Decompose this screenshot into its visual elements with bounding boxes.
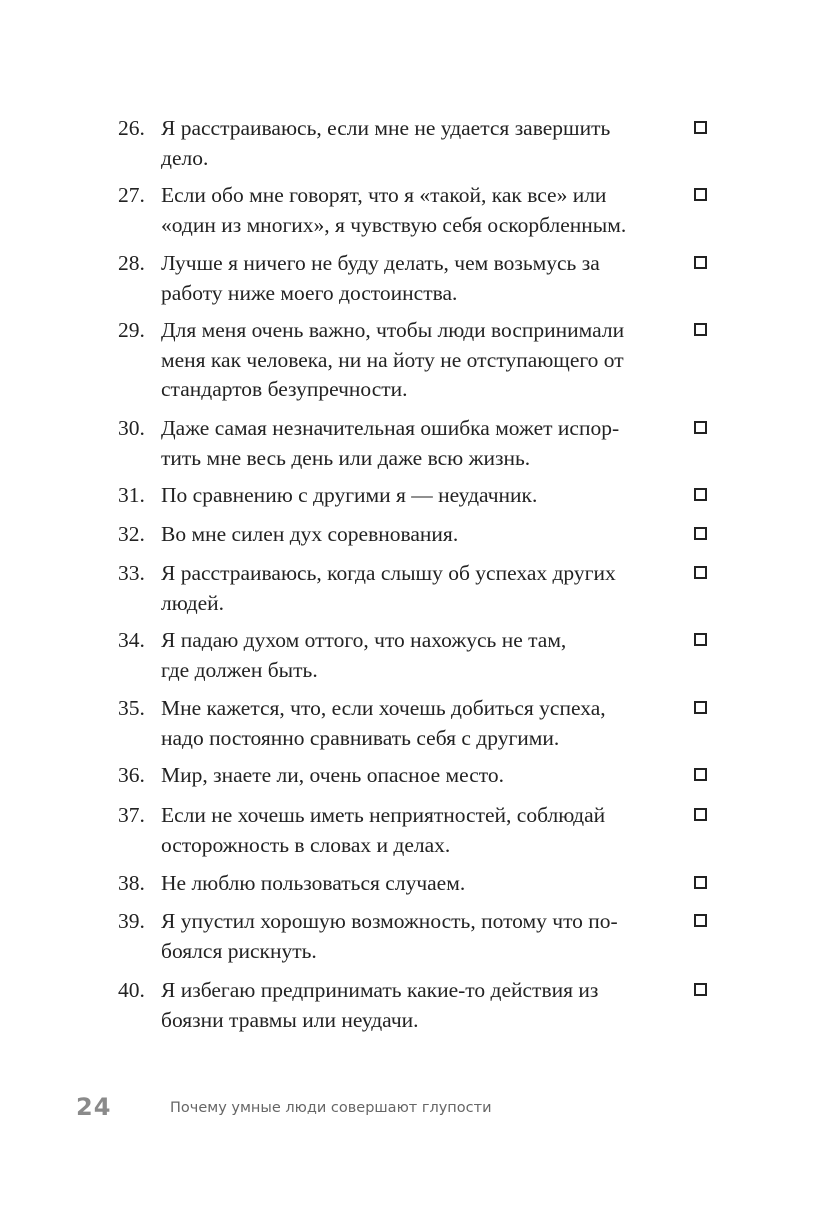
question-number: 31. [118,483,145,507]
question-text: Если не хочешь иметь неприятностей, соблюдай осторожность в словах и делах. [161,803,606,857]
question-text: Не люблю пользоваться случаем. [161,871,466,895]
question-text: Я падаю духом оттого, что нахожусь не там, где должен быть. [161,628,567,682]
question-number: 28. [118,251,145,275]
answer-checkbox[interactable] [694,876,707,889]
answer-checkbox[interactable] [694,633,707,646]
question-text: Я расстраиваюсь, если мне не удается завершить дело. [161,116,611,170]
question-number: 37. [118,803,145,827]
question-text: Я упустил хорошую возможность, потому что по- боялся рискнуть. [161,909,618,963]
question-number: 40. [118,978,145,1002]
question-number: 30. [118,416,145,440]
question-text: По сравнению с другими я — неудачник. [161,483,538,507]
answer-checkbox[interactable] [694,808,707,821]
question-number: 35. [118,696,145,720]
question-number: 34. [118,628,145,652]
answer-checkbox[interactable] [694,421,707,434]
question-text: Я избегаю предпринимать какие-то действия из боязни травмы или неудачи. [161,978,599,1032]
question-text: Мир, знаете ли, очень опасное место. [161,763,504,787]
running-title: Почему умные люди совершают глупости [170,1100,492,1116]
answer-checkbox[interactable] [694,566,707,579]
answer-checkbox[interactable] [694,488,707,501]
answer-checkbox[interactable] [694,527,707,540]
question-text: Лучше я ничего не буду делать, чем возьмусь за работу ниже моего достоинства. [161,251,600,305]
question-number: 26. [118,116,145,140]
answer-checkbox[interactable] [694,983,707,996]
question-text: Даже самая незначительная ошибка может испор- тить мне весь день или даже всю жизнь. [161,416,620,470]
question-text: Если обо мне говорят, что я «такой, как все» или «один из многих», я чувствую себя оскорбленным. [161,183,627,237]
answer-checkbox[interactable] [694,188,707,201]
answer-checkbox[interactable] [694,701,707,714]
question-text: Для меня очень важно, чтобы люди воспринимали меня как человека, ни на йоту не отступающего от стандартов безупречности. [161,318,625,401]
question-number: 27. [118,183,145,207]
answer-checkbox[interactable] [694,121,707,134]
answer-checkbox[interactable] [694,768,707,781]
question-text: Во мне силен дух соревнования. [161,522,459,546]
question-text: Я расстраиваюсь, когда слышу об успехах других людей. [161,561,616,615]
answer-checkbox[interactable] [694,914,707,927]
page-number: 24 [76,1093,112,1121]
question-number: 29. [118,318,145,342]
question-text: Мне кажется, что, если хочешь добиться успеха, надо постоянно сравнивать себя с другими. [161,696,606,750]
question-number: 33. [118,561,145,585]
question-number: 39. [118,909,145,933]
question-number: 32. [118,522,145,546]
answer-checkbox[interactable] [694,323,707,336]
answer-checkbox[interactable] [694,256,707,269]
question-number: 36. [118,763,145,787]
question-number: 38. [118,871,145,895]
